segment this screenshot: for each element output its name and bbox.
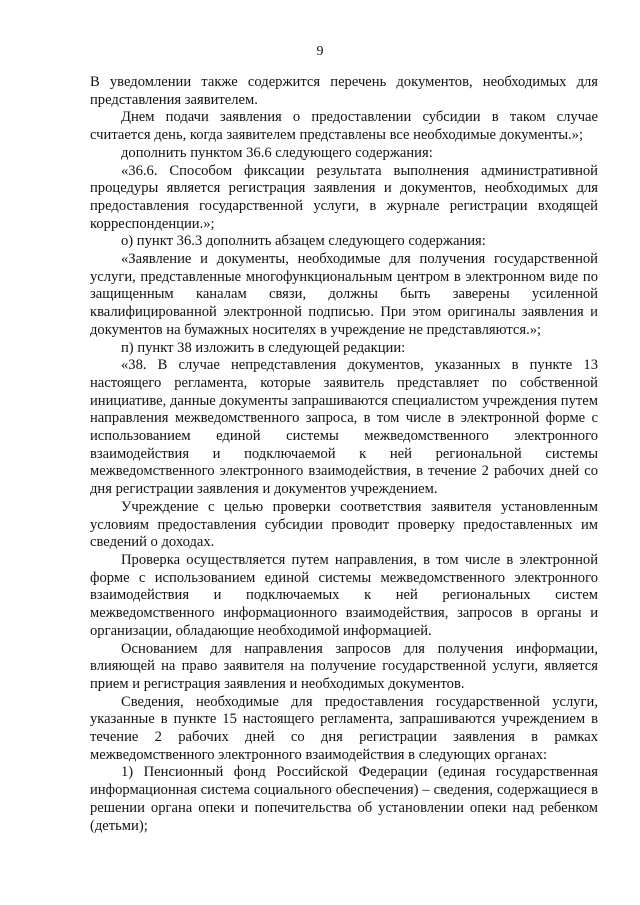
paragraph-38-text: «38. В случае непредставления документов, указанных в пункте 13 настоящего регламента, которые заявитель представляет по собственной инициативе, данные документы запрашиваются специалистом учреждения путем направления межведомственного запроса, в том числе в электронной форме с использованием единой системы межведомственного электронного взаимодействия и подключаемой к ней региональной системы межведомственного электронного взаимодействия, в течение 2 рабочих дней со дня регистрации заявления и документов учреждением. (90, 357, 598, 498)
paragraph-notification-documents: В уведомлении также содержится перечень документов, необходимых для представления заявителем. (90, 74, 598, 108)
paragraph-36-6-text: «36.6. Способом фиксации результата выполнения административной процедуры является регистрация заявления и документов, необходимых для предоставления государственной услуги, в журнале регистрации входящей корреспонденции.»; (90, 162, 598, 232)
paragraph-income-check: Учреждение с целью проверки соответствия заявителя установленным условиям предоставления субсидии проводит проверку предоставленных им сведений о доходах. (90, 498, 598, 551)
paragraph-filing-date: Днем подачи заявления о предоставлении субсидии в таком случае считается день, когда заявителем представлены все необходимые документы.»; (90, 109, 598, 144)
paragraph-check-procedure: Проверка осуществляется путем направления, в том числе в электронной форме с использованием единой системы межведомственного электронного взаимодействия и подключаемых к ней региональных систем межведомственного информационного взаимодействия, запросов в органы и организации, обладающие необходимой информацией. (90, 551, 598, 639)
paragraph-mfc-documents: «Заявление и документы, необходимые для получения государственной услуги, представленные многофункциональным центром в электронном виде по защищенным каналам связи, должны быть заверены усиленной квалифицированной электронной подписью. При этом оригиналы заявления и документов на бумажных носителях в учреждение не представляются.»; (90, 251, 598, 338)
paragraph-add-36-6: дополнить пунктом 36.6 следующего содержания: (121, 144, 433, 161)
paragraph-request-basis: Основанием для направления запросов для получения информации, влияющей на право заявителя на получение государственной услуги, является прием и регистрация заявления и необходимых документов. (90, 640, 598, 692)
paragraph-item-p: п) пункт 38 изложить в следующей редакции: (121, 339, 406, 356)
paragraph-pension-fund: 1) Пенсионный фонд Российской Федерации (единая государственная информационная система социального обеспечения) – сведения, содержащиеся в решении органа опеки и попечительства об установлении опеки над ребенком (детьми); (90, 764, 598, 834)
page-number: 9 (316, 44, 324, 59)
document-body (90, 74, 598, 835)
paragraph-item-o: о) пункт 36.3 дополнить абзацем следующего содержания: (121, 233, 486, 250)
paragraph-required-info: Сведения, необходимые для предоставления государственной услуги, указанные в пункте 15 настоящего регламента, запрашиваются учреждением в течение 2 рабочих дней со дня регистрации заявления в рамках межведомственного электронного взаимодействия в следующих органах: (90, 693, 598, 763)
